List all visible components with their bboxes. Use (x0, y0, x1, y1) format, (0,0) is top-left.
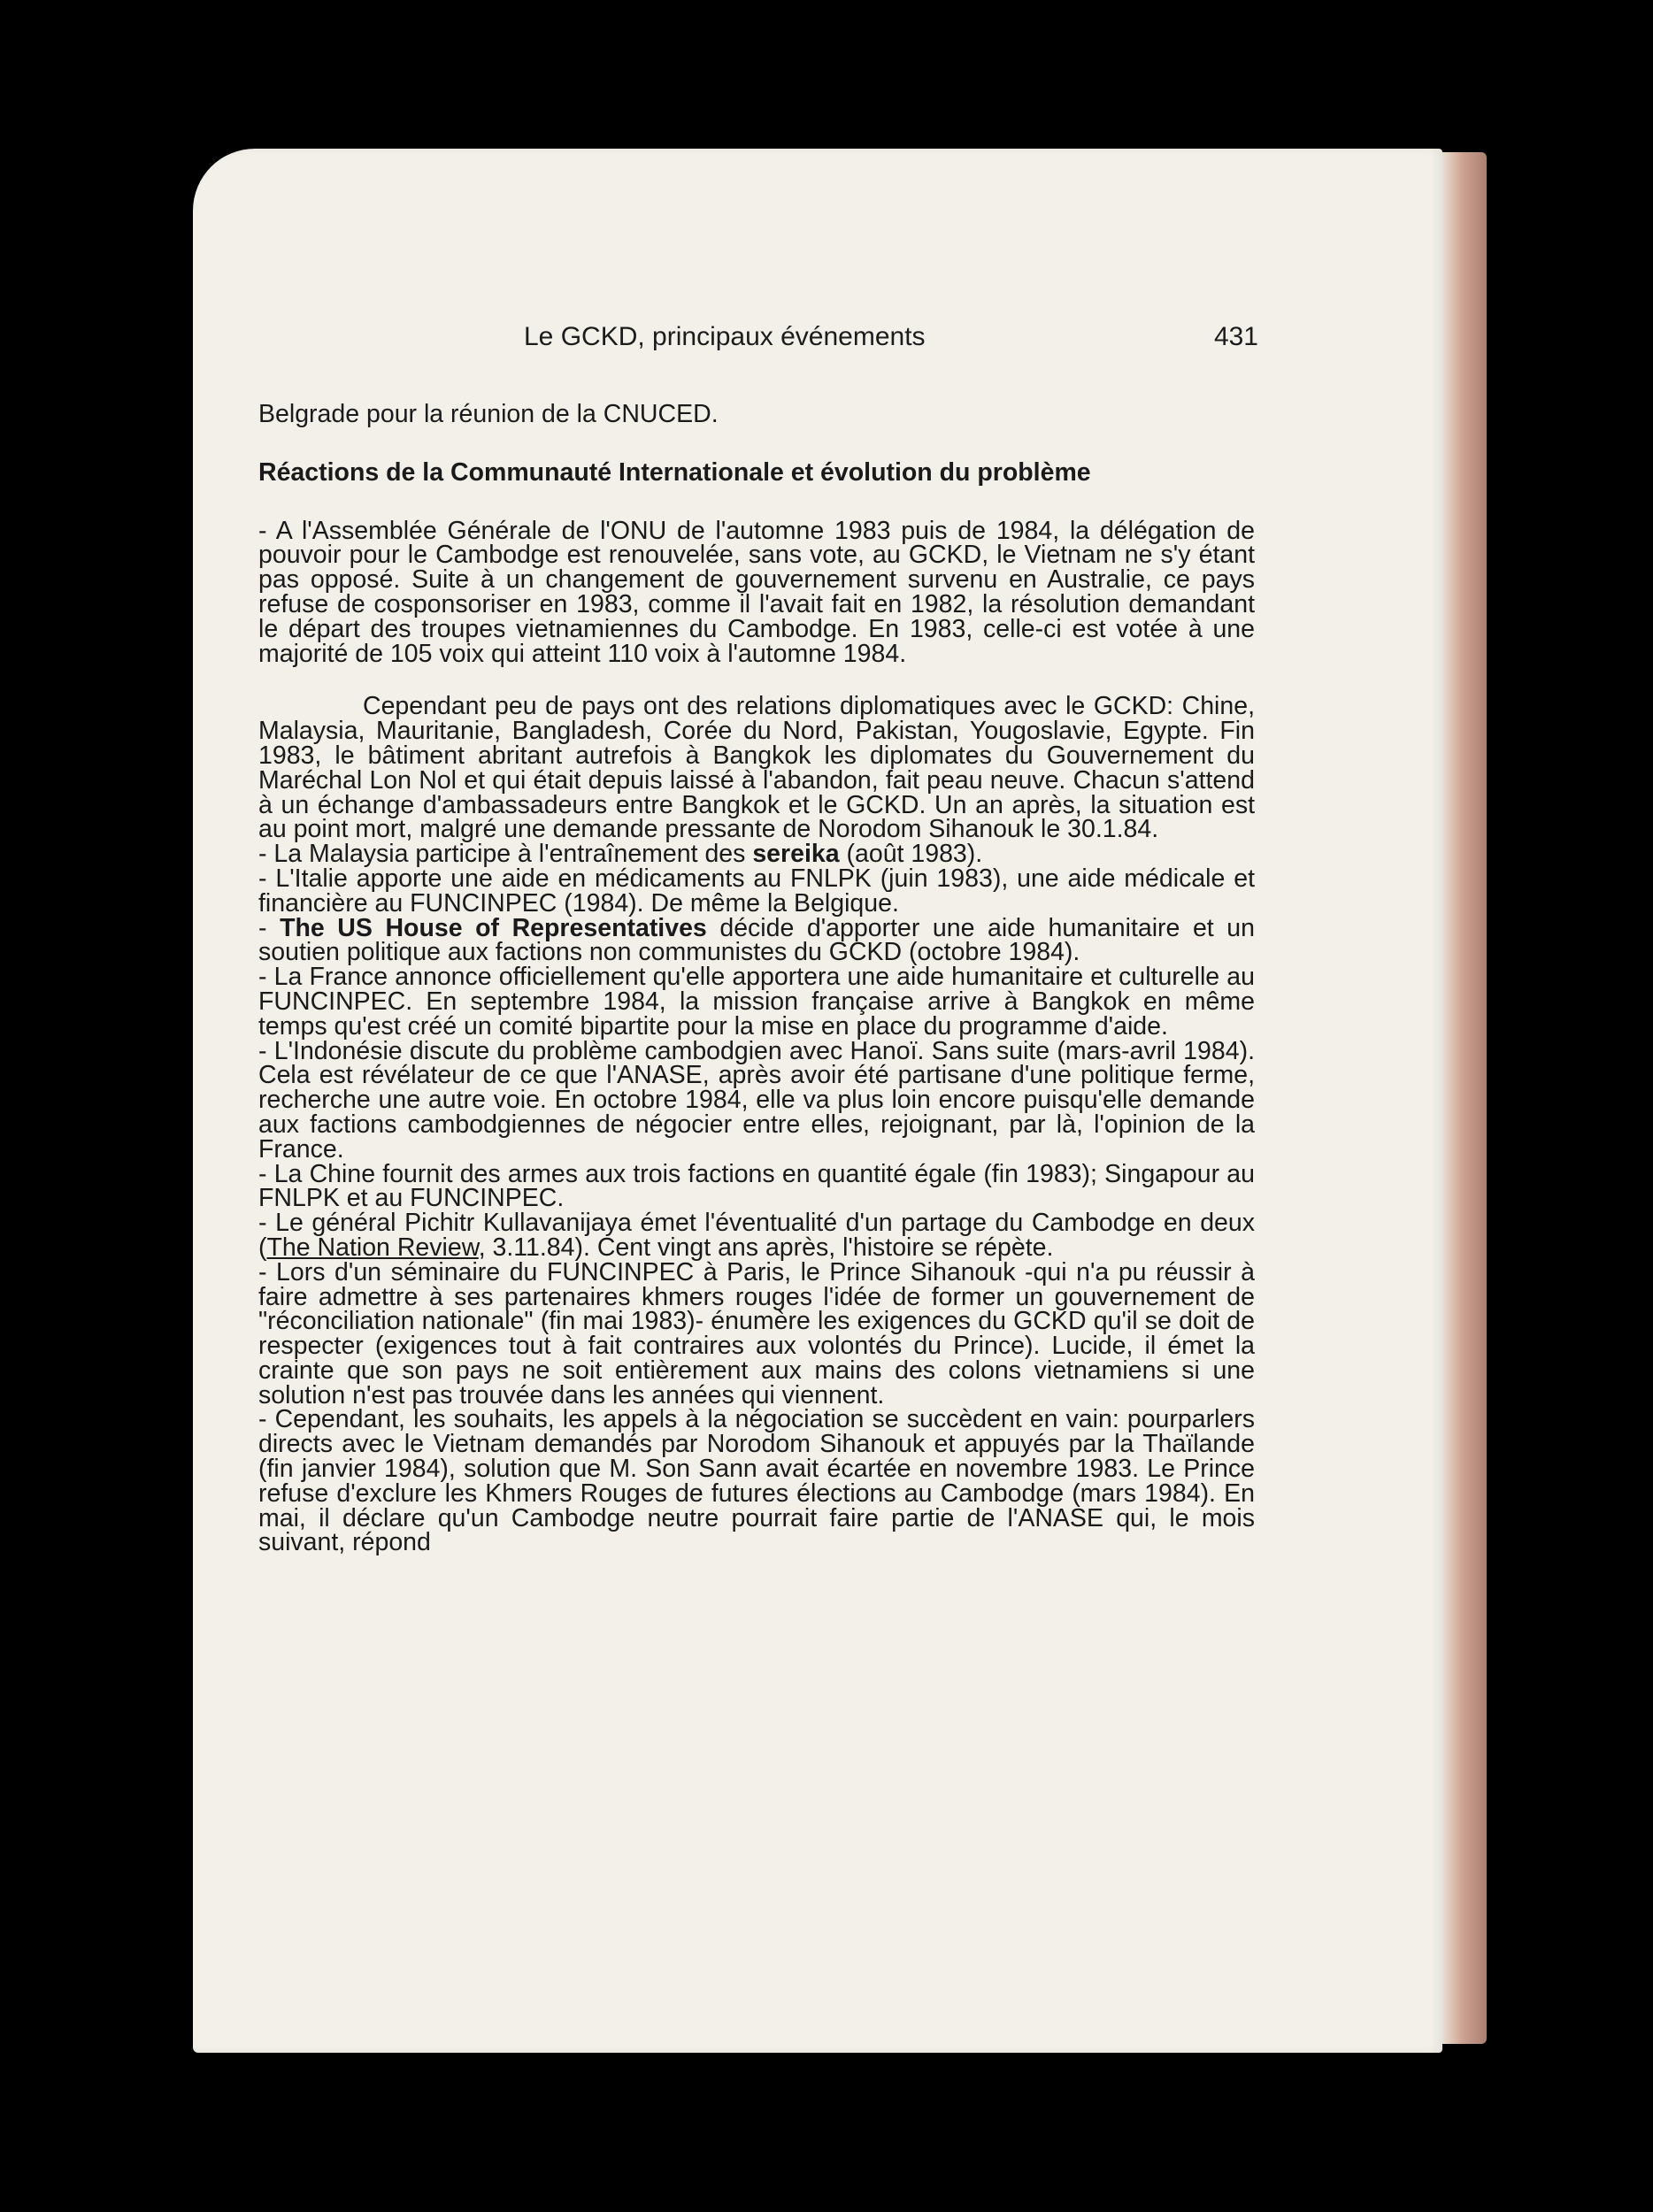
paragraph-us-house (258, 913, 1255, 967)
section-heading: Réactions de la Communauté Internationale et évolution du problème (258, 457, 1091, 487)
paragraph-pichitr (258, 1211, 1255, 1261)
continued-line: Belgrade pour la réunion de la CNUCED. (258, 400, 719, 428)
malaysia-bold-term: sereika (752, 840, 840, 869)
pichitr-text-after: , 3.11.84). Cent vingt ans après, l'histoire se répète. (478, 1233, 1054, 1262)
paragraph-relations: Cependant peu de pays ont des relations diplomatiques avec le GCKD: Chine, Malaysia, Mauritanie, Bangladesh, Corée du Nord, Pakistan, Yougoslavie, Egypte. Fin 1983, le bâtiment abritant autrefois à Bangkok les diplomates du Gouvernement du Maréchal Lon Nol et qui était depuis laissé à l'abandon, fait peau neuve. Chacun s'attend à un échange d'ambassadeurs entre Bangkok et le GCKD. Un an après, la situation est au point mort, malgré une demande pressante de Norodom Sihanouk le 30.1.84. (258, 692, 1255, 844)
us-house-bold-term: The US House of Representatives (280, 913, 707, 942)
paragraph-france: - La France annonce officiellement qu'elle apportera une aide humanitaire et culturelle au FUNCINPEC. En septembre 1984, la mission française arrive à Bangkok en même temps qu'est créé un comité bipartite pour la mise en place du programme d'aide. (258, 963, 1255, 1041)
running-title: Le GCKD, principaux événements (524, 322, 926, 351)
nation-review-title: The Nation Review (266, 1233, 479, 1262)
us-house-text-after: décide d'apporter une aide humanitaire et un soutien politique aux factions non communistes du GCKD (octobre 1984). (258, 913, 1255, 967)
paragraph-malaysia (258, 842, 1255, 867)
malaysia-text-before: - La Malaysia participe à l'entraînement des (258, 840, 753, 869)
paragraph-chine: - La Chine fournit des armes aux trois factions en quantité égale (fin 1983); Singapour au FNLPK et au FUNCINPEC. (258, 1159, 1255, 1213)
paragraph-indonesie: - L'Indonésie discute du problème cambodgien avec Hanoï. Sans suite (mars-avril 1984). Cela est révélateur de ce que l'ANASE, après avoir été partisane d'une politique ferme, recherche une autre voie. En octobre 1984, elle va plus loin encore puisqu'elle demande aux factions cambodgiennes de négocier entre elles, rejoignant, par là, l'opinion de la France. (258, 1036, 1255, 1164)
malaysia-text-after: (août 1983). (839, 840, 983, 869)
paragraph-italie: - L'Italie apporte une aide en médicaments au FNLPK (juin 1983), une aide médicale et financière au FUNCINPEC (1984). De même la Belgique. (258, 864, 1255, 918)
paragraph-onu: - A l'Assemblée Générale de l'ONU de l'automne 1983 puis de 1984, la délégation de pouvoir pour le Cambodge est renouvelée, sans vote, au GCKD, le Vietnam ne s'y étant pas opposé. Suite à un changement de gouvernement survenu en Australie, ce pays refuse de cosponsoriser en 1983, comme il l'avait fait en 1982, la résolution demandant le départ des troupes vietnamiennes du Cambodge. En 1983, celle-ci est votée à une majorité de 105 voix qui atteint 110 voix à l'automne 1984. (258, 516, 1255, 668)
page-number: 431 (1213, 322, 1258, 351)
us-house-text-before: - (258, 913, 281, 942)
page-body (258, 400, 1255, 1557)
paragraph-seminaire: - Lors d'un séminaire du FUNCINPEC à Paris, le Prince Sihanouk -qui n'a pu réussir à faire admettre à ses partenaires khmers rouges l'idée de former un gouvernement de "réconciliation nationale" (fin mai 1983)- énumère les exigences du GCKD qu'il se doit de respecter (exigences tout à fait contraires aux volontés du Prince). Lucide, il émet la crainte que son pays ne soit entièrement aux mains des colons vietnamiens si une solution n'est pas trouvée dans les années qui viennent. (258, 1257, 1255, 1409)
paragraph-souhaits: - Cependant, les souhaits, les appels à la négociation se succèdent en vain: pourparlers directs avec le Vietnam demandés par Norodom Sihanouk et appuyés par la Thaïlande (fin janvier 1984), solution que M. Son Sann avait écartée en novembre 1983. Le Prince refuse d'exclure les Khmers Rouges de futures élections au Cambodge (mars 1984). En mai, il déclare qu'un Cambodge neutre pourrait faire partie de l'ANASE qui, le mois suivant, répond (258, 1405, 1255, 1557)
pichitr-text-before: - Le général Pichitr Kullavanijaya émet l'éventualité d'un partage du Cambodge en deux ( (258, 1209, 1255, 1262)
page-header (524, 322, 1258, 365)
